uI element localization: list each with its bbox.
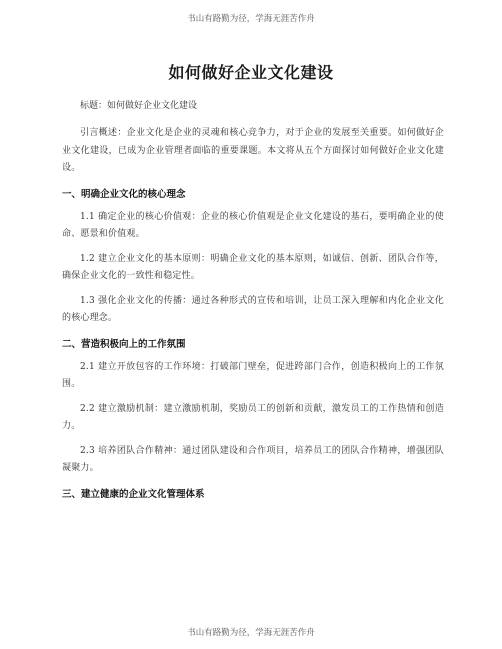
section-3 xyxy=(62,486,444,503)
section-2 xyxy=(62,336,444,478)
section-item: 2.2 建立激励机制：建立激励机制，奖励员工的创新和贡献，激发员工的工作热情和创造力。 xyxy=(62,403,444,431)
document-title: 如何做好企业文化建设 xyxy=(168,63,334,82)
section-heading: 一、明确企业文化的核心理念 xyxy=(62,188,186,200)
section-heading: 三、建立健康的企业文化管理体系 xyxy=(62,488,205,500)
section-item: 2.3 培养团队合作精神：通过团队建设和合作项目，培养员工的团队合作精神，增强团队凝聚力。 xyxy=(62,445,444,473)
section-item: 2.1 建立开放包容的工作环境：打破部门壁垒，促进跨部门合作，创造积极向上的工作氛围。 xyxy=(62,361,444,389)
page-header: 书山有路勤为径，学海无涯苦作舟 xyxy=(187,14,315,24)
meta-title: 标题：如何做好企业文化建设 xyxy=(80,101,198,111)
document-body xyxy=(62,98,444,503)
intro-paragraph: 引言概述：企业文化是企业的灵魂和核心竞争力，对于企业的发展至关重要。如何做好企业文化建设，已成为企业管理者面临的重要课题。本文将从五个方面探讨如何做好企业文化建设。 xyxy=(62,128,444,173)
section-1 xyxy=(62,186,444,328)
page-footer: 书山有路勤为径，学海无涯苦作舟 xyxy=(187,628,315,638)
section-item: 1.1 确定企业的核心价值观：企业的核心价值观是企业文化建设的基石，要明确企业的使命、愿景和价值观。 xyxy=(62,211,444,239)
section-item: 1.2 建立企业文化的基本原则：明确企业文化的基本原则，如诚信、创新、团队合作等，确保企业文化的一致性和稳定性。 xyxy=(62,253,444,281)
section-item: 1.3 强化企业文化的传播：通过各种形式的宣传和培训，让员工深入理解和内化企业文化的核心理念。 xyxy=(62,295,444,323)
section-heading: 二、营造积极向上的工作氛围 xyxy=(62,338,186,350)
